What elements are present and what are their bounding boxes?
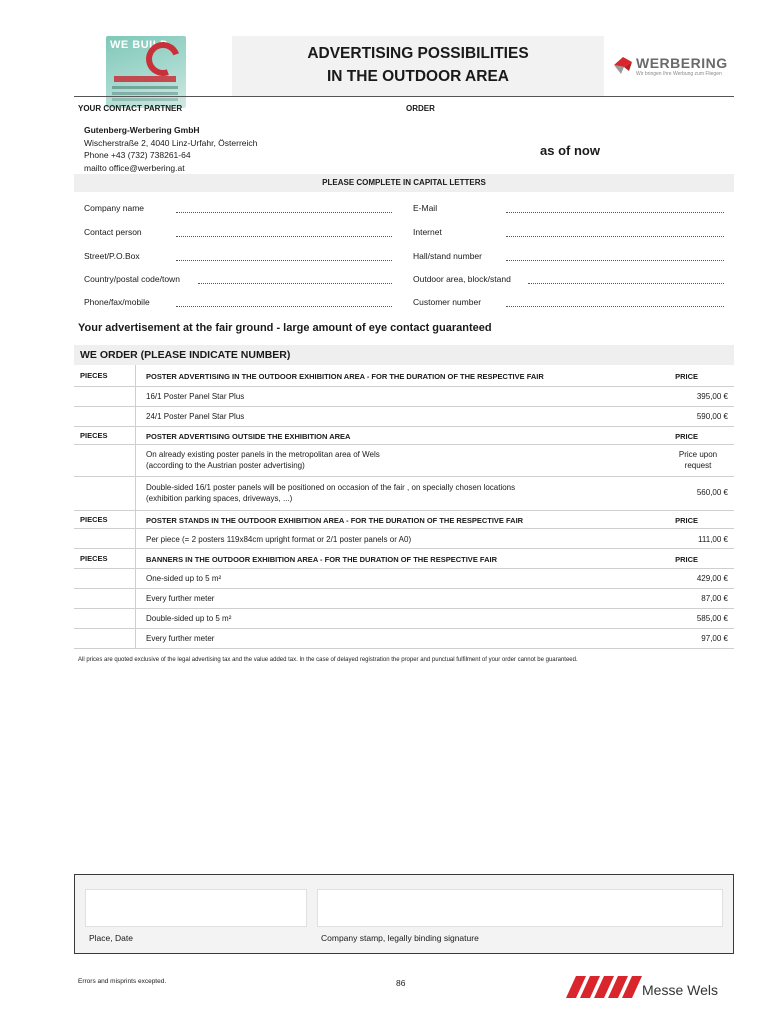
price-label: PRICE xyxy=(675,516,698,525)
item-description: Every further meter xyxy=(146,594,215,603)
place-date-label: Place, Date xyxy=(89,933,133,943)
contact-email[interactable]: mailto office@werbering.at xyxy=(84,162,185,173)
field-street xyxy=(84,251,140,265)
werbering-tagline: Wir bringen Ihre Werbung zum Fliegen xyxy=(636,71,722,77)
item-description: 24/1 Poster Panel Star Plus xyxy=(146,412,245,421)
errors-note: Errors and misprints excepted. xyxy=(78,978,167,985)
field-label: Company name xyxy=(84,203,145,213)
field-customer-number xyxy=(413,297,481,311)
field-country-town xyxy=(84,274,180,288)
price-footnote: All prices are quoted exclusive of the legal advertising tax and the value added tax. In the case of delayed registration the proper and punctual fulfilment of your order cannot be guaranteed. xyxy=(78,657,578,663)
contact-heading: YOUR CONTACT PARTNER xyxy=(78,104,183,113)
company-stamp-input[interactable] xyxy=(317,889,723,927)
order-status: as of now xyxy=(540,143,600,158)
section-title: BANNERS IN THE OUTDOOR EXHIBITION AREA - FOR THE DURATION OF THE RESPECTIVE FAIR xyxy=(146,555,497,564)
price-label: PRICE xyxy=(675,372,698,381)
item-description: Double-sided up to 5 m² xyxy=(146,614,232,623)
pieces-label: PIECES xyxy=(80,554,108,563)
field-label: Country/postal code/town xyxy=(84,274,180,284)
item-price: 97,00 € xyxy=(701,634,728,643)
ad-heading: Your advertisement at the fair ground - large amount of eye contact guaranteed xyxy=(78,322,492,334)
price-label: PRICE xyxy=(675,555,698,564)
table-row xyxy=(74,477,734,511)
field-phone xyxy=(84,297,150,311)
item-description: Every further meter xyxy=(146,634,215,643)
place-date-input[interactable] xyxy=(85,889,307,927)
email-input[interactable] xyxy=(506,212,724,213)
section-title: POSTER ADVERTISING IN THE OUTDOOR EXHIBITION AREA - FOR THE DURATION OF THE RESPECTIVE FAIR xyxy=(146,372,544,381)
company-stamp-label: Company stamp, legally binding signature xyxy=(321,933,479,943)
table-row xyxy=(74,445,734,477)
pieces-label: PIECES xyxy=(80,515,108,524)
table-row xyxy=(74,569,734,589)
company-name-input[interactable] xyxy=(176,212,392,213)
item-price-line-2: request xyxy=(684,461,712,470)
item-description: Per piece (= 2 posters 119x84cm upright format or 2/1 poster panels or A0) xyxy=(146,535,412,544)
item-price: 585,00 € xyxy=(696,614,728,623)
street-input[interactable] xyxy=(176,260,392,261)
item-description: 16/1 Poster Panel Star Plus xyxy=(146,392,245,401)
table-row xyxy=(74,609,734,629)
title-line-1: ADVERTISING POSSIBILITIES xyxy=(307,45,529,62)
section-title: POSTER ADVERTISING OUTSIDE THE EXHIBITION AREA xyxy=(146,432,351,441)
contact-details xyxy=(84,124,257,174)
table-row xyxy=(74,529,734,549)
fair-logo-fineprint xyxy=(112,98,178,101)
table-row xyxy=(74,387,734,407)
header-divider xyxy=(74,96,734,97)
form-instruction: PLEASE COMPLETE IN CAPITAL LETTERS xyxy=(74,174,734,192)
field-label: Street/P.O.Box xyxy=(84,251,140,261)
fair-logo-fineprint xyxy=(112,86,178,89)
section-title: POSTER STANDS IN THE OUTDOOR EXHIBITION AREA - FOR THE DURATION OF THE RESPECTIVE FAIR xyxy=(146,516,524,525)
item-description-line-1: On already existing poster panels in the metropolitan area of Wels xyxy=(146,450,380,459)
item-description-line-2: (according to the Austrian poster advertising) xyxy=(146,461,305,470)
field-label: Customer number xyxy=(413,297,482,307)
messe-wels-mark-icon xyxy=(566,970,642,1002)
hall-stand-input[interactable] xyxy=(506,260,724,261)
messe-wels-logo xyxy=(566,970,738,1002)
item-description-line-2: (exhibition parking spaces, driveways, ...) xyxy=(146,494,293,503)
internet-input[interactable] xyxy=(506,236,724,237)
field-label: Internet xyxy=(413,227,442,237)
pieces-label: PIECES xyxy=(80,431,108,440)
werbering-name: WERBERING xyxy=(636,55,728,71)
item-price: 429,00 € xyxy=(696,574,728,583)
item-price-line-1: Price upon xyxy=(678,450,718,459)
outdoor-area-input[interactable] xyxy=(528,283,724,284)
item-price: 560,00 € xyxy=(696,488,728,497)
signature-box xyxy=(74,874,734,954)
fair-logo xyxy=(106,36,186,108)
fair-logo-fineprint xyxy=(112,92,178,95)
country-town-input[interactable] xyxy=(198,283,392,284)
werbering-mark-icon xyxy=(612,54,634,76)
field-outdoor-area xyxy=(413,274,511,288)
item-price: 111,00 € xyxy=(698,535,728,544)
section-header-row xyxy=(74,511,734,529)
section-header-row xyxy=(74,427,734,445)
document-title xyxy=(232,36,604,96)
item-price: 590,00 € xyxy=(696,412,728,421)
field-label: Outdoor area, block/stand xyxy=(413,274,511,284)
order-heading: ORDER xyxy=(406,104,435,113)
customer-number-input[interactable] xyxy=(506,306,724,307)
fair-logo-date-band xyxy=(114,76,176,82)
field-label: Hall/stand number xyxy=(413,251,482,261)
table-row xyxy=(74,629,734,649)
section-header-row xyxy=(74,549,734,569)
item-price: 87,00 € xyxy=(701,594,728,603)
field-label: E-Mail xyxy=(413,203,438,213)
price-label: PRICE xyxy=(675,432,698,441)
field-email xyxy=(413,203,437,217)
messe-wels-name: Messe Wels xyxy=(642,982,718,998)
title-line-2: IN THE OUTDOOR AREA xyxy=(327,68,509,85)
page-header xyxy=(74,28,734,96)
field-label: Contact person xyxy=(84,227,142,237)
contact-address: Wischerstraße 2, 4040 Linz-Urfahr, Österreich xyxy=(84,137,258,148)
field-internet xyxy=(413,227,442,241)
field-hall-stand xyxy=(413,251,482,265)
section-header-row xyxy=(74,365,734,387)
fair-logo-text: WE BUILD xyxy=(110,39,169,51)
field-company-name xyxy=(84,203,144,217)
page-number: 86 xyxy=(396,978,406,988)
item-description-line-1: Double-sided 16/1 poster panels will be positioned on occasion of the fair , on specially chosen locations xyxy=(146,483,516,492)
contact-person-input[interactable] xyxy=(176,236,392,237)
werbering-logo xyxy=(612,54,732,84)
order-bar: WE ORDER (PLEASE INDICATE NUMBER) xyxy=(74,345,734,365)
contact-phone: Phone +43 (732) 738261-64 xyxy=(84,150,191,160)
field-label: Phone/fax/mobile xyxy=(84,297,150,307)
pieces-label: PIECES xyxy=(80,371,108,380)
item-description: One-sided up to 5 m² xyxy=(146,574,222,583)
phone-input[interactable] xyxy=(176,306,392,307)
table-row xyxy=(74,407,734,427)
contact-company: Gutenberg-Werbering GmbH xyxy=(84,125,200,135)
field-contact-person xyxy=(84,227,142,241)
table-row xyxy=(74,589,734,609)
item-price: 395,00 € xyxy=(696,392,728,401)
